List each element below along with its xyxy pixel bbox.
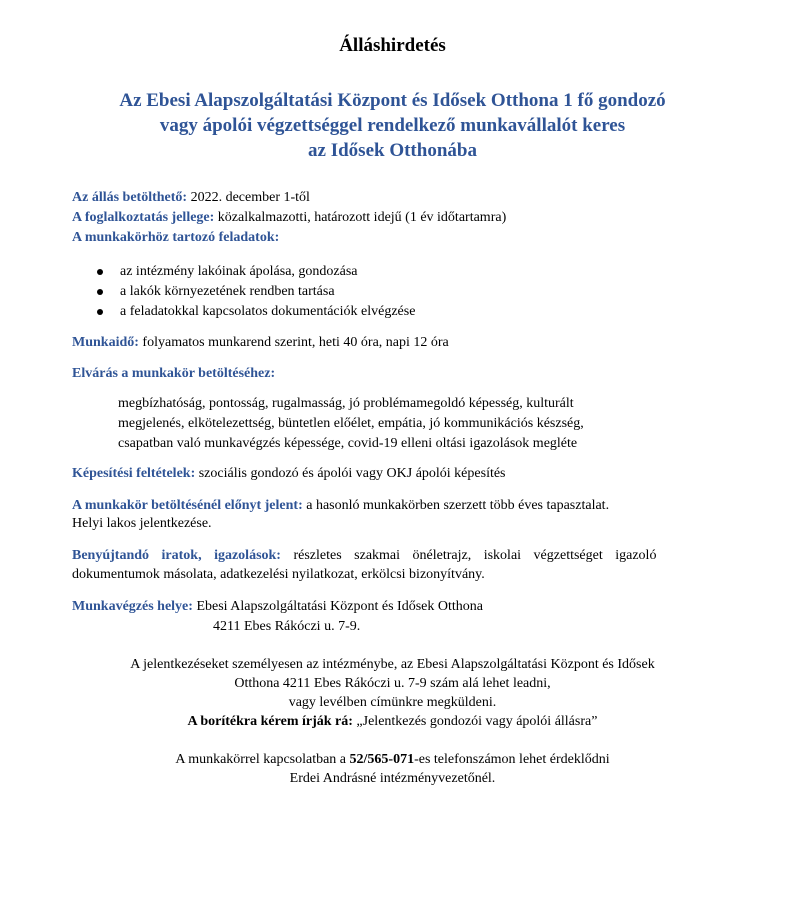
expectations-label: Elvárás a munkakör betöltéséhez:	[72, 366, 276, 381]
advantage-line	[72, 497, 717, 515]
tasks-label: A munkakörhöz tartozó feladatok:	[72, 230, 280, 245]
document-title: Álláshirdetés	[339, 35, 446, 56]
tasks-list	[72, 262, 672, 322]
envelope-value: „Jelentkezés gondozói vagy ápolói állásra”	[352, 714, 598, 729]
task-text: a lakók környezetének rendben tartása	[120, 284, 335, 299]
envelope-label: A borítékra kérem írják rá:	[187, 714, 353, 729]
contact-phone: 52/565-071	[349, 752, 415, 767]
employment-type-label: A foglalkoztatás jellege:	[72, 210, 215, 225]
start-date-value: 2022. december 1-től	[187, 190, 310, 205]
contact-info	[60, 750, 725, 788]
documents-line-2: dokumentumok másolata, adatkezelési nyilatkozat, erkölcsi bizonyítvány.	[72, 567, 485, 582]
headline-line-1: Az Ebesi Alapszolgáltatási Központ és Idősek Otthona 1 fő gondozó	[119, 90, 666, 111]
contact-line-1	[60, 750, 725, 769]
workplace-name: Ebesi Alapszolgáltatási Központ és Idősek Otthona	[192, 599, 483, 614]
application-instructions	[60, 655, 725, 731]
application-line-1: A jelentkezéseket személyesen az intézménybe, az Ebesi Alapszolgáltatási Központ és Idősek	[130, 657, 655, 672]
qualifications-label: Képesítési feltételek:	[72, 466, 196, 481]
contact-line-2: Erdei Andrásné intézményvezetőnél.	[289, 771, 496, 786]
list-item	[72, 302, 672, 322]
expectations-heading	[72, 365, 717, 383]
envelope-line	[60, 712, 725, 731]
contact-suffix: -es telefonszámon lehet érdeklődni	[414, 752, 610, 767]
job-headline	[40, 88, 745, 163]
documents-label: Benyújtandó iratok, igazolások:	[72, 548, 281, 563]
worktime-label: Munkaidő:	[72, 335, 139, 350]
expectations-line-1: megbízhatóság, pontosság, rugalmasság, jó problémamegoldó képesség, kulturált	[118, 396, 574, 411]
bullet-icon	[97, 289, 103, 295]
headline-line-2: vagy ápolói végzettséggel rendelkező munkavállalót keres	[159, 115, 626, 136]
start-date-label: Az állás betölthető:	[72, 190, 188, 205]
expectations-line-3: csapatban való munkavégzés képessége, covid-19 elleni oltási igazolások megléte	[118, 436, 578, 451]
list-item	[72, 262, 672, 282]
expectations-text	[118, 394, 678, 454]
workplace-address: 4211 Ebes Rákóczi u. 7-9.	[213, 619, 361, 634]
documents-line	[72, 547, 717, 565]
workplace-label: Munkavégzés helye:	[72, 599, 193, 614]
bullet-icon	[97, 269, 103, 275]
task-text: az intézmény lakóinak ápolása, gondozása	[120, 264, 358, 279]
bullet-icon	[97, 309, 103, 315]
employment-type-value: közalkalmazotti, határozott idejű (1 év időtartamra)	[214, 210, 507, 225]
expectations-line-2: megjelenés, elkötelezettség, büntetlen előélet, empátia, jó kommunikációs készség,	[118, 416, 584, 431]
advantage-label: A munkakör betöltésénél előnyt jelent:	[72, 498, 303, 513]
worktime-line	[72, 334, 717, 352]
worktime-value: folyamatos munkarend szerint, heti 40 óra, napi 12 óra	[138, 335, 449, 350]
application-line-3: vagy levélben címünkre megküldeni.	[288, 695, 497, 710]
documents-value: részletes szakmai önéletrajz, iskolai végzettséget igazoló	[280, 548, 657, 563]
task-text: a feladatokkal kapcsolatos dokumentációk elvégzése	[120, 304, 416, 319]
qualifications-line	[72, 465, 717, 483]
contact-prefix: A munkakörrel kapcsolatban a	[175, 752, 350, 767]
qualifications-value: szociális gondozó és ápolói vagy OKJ ápolói képesítés	[195, 466, 506, 481]
advantage-line-2: Helyi lakos jelentkezése.	[72, 516, 212, 531]
advantage-value: a hasonló munkakörben szerzett több éves tapasztalat.	[302, 498, 610, 513]
tasks-heading	[72, 229, 717, 247]
list-item	[72, 282, 672, 302]
employment-type-line	[72, 209, 717, 227]
start-date-line	[72, 189, 717, 207]
application-line-2: Otthona 4211 Ebes Rákóczi u. 7-9 szám alá lehet leadni,	[234, 676, 551, 691]
headline-line-3: az Idősek Otthonába	[308, 140, 477, 161]
workplace-line	[72, 598, 717, 616]
